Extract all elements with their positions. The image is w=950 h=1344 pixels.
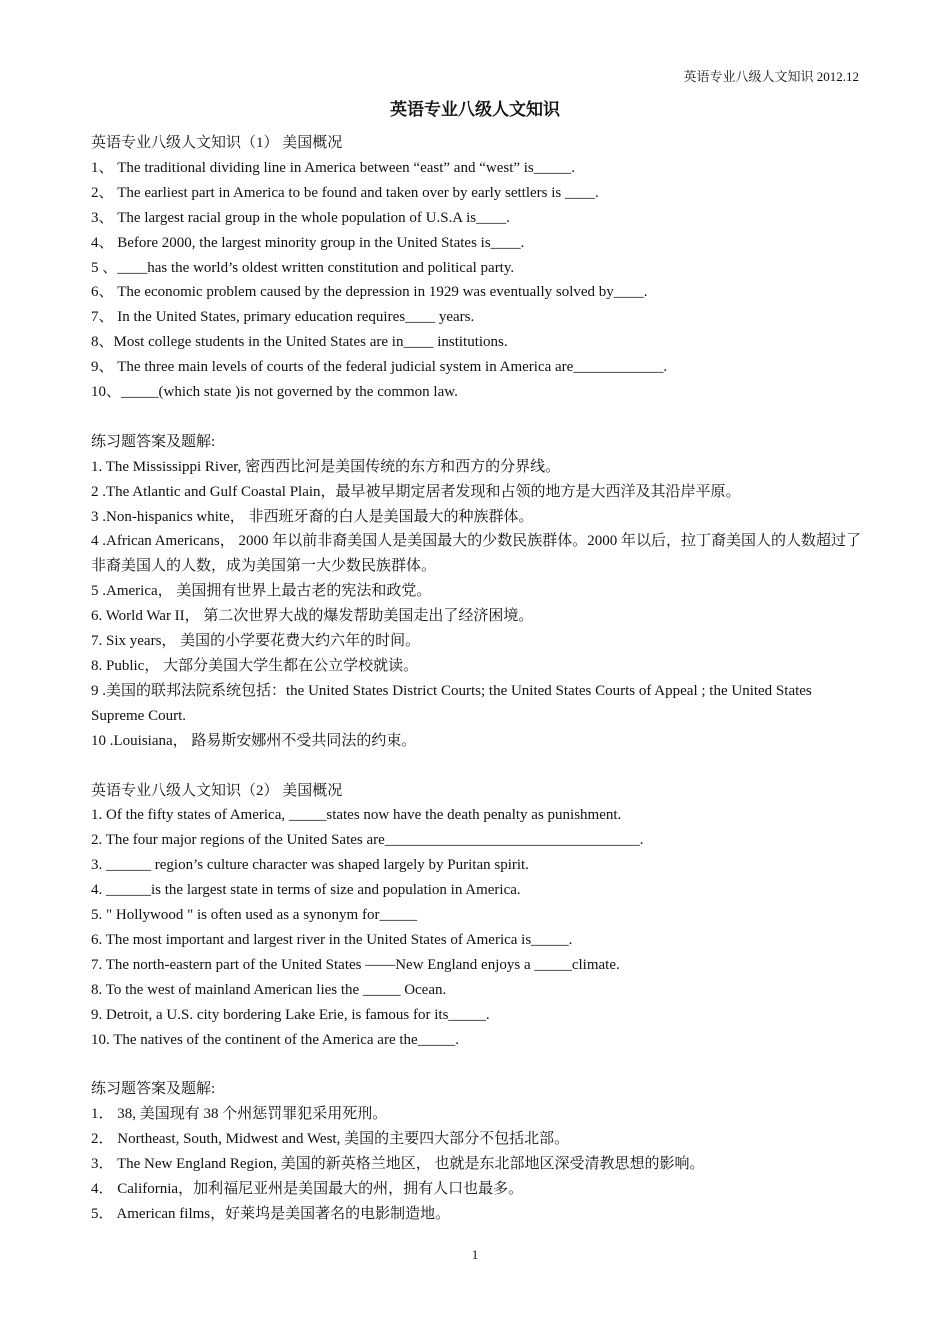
answer-item: 9 .美国的联邦法院系统包括：the United States District Courts; the United States Courts of Appeal ; the United States Supreme Court. (91, 682, 812, 724)
answer-item: 10 .Louisiana， 路易斯安娜州不受共同法的约束。 (91, 732, 417, 749)
answers-heading: 练习题答案及题解: (91, 1081, 216, 1098)
question-item: 3. ______ region’s culture character was shaped largely by Puritan spirit. (91, 857, 529, 874)
question-item: 10. The natives of the continent of the America are the_____. (91, 1031, 459, 1048)
spacer (91, 754, 863, 779)
question-item: 7、 In the United States, primary education requires____ years. (91, 309, 475, 326)
answer-item: 6. World War II， 第二次世界大战的爆发帮助美国走出了经济困境。 (91, 608, 534, 625)
answer-item: 8. Public， 大部分美国大学生都在公立学校就读。 (91, 658, 419, 675)
question-item: 2、 The earliest part in America to be found and taken over by early settlers is ____. (91, 184, 599, 201)
answer-item: 1. The Mississippi River, 密西西比河是美国传统的东方和西方的分界线。 (91, 458, 561, 475)
question-item: 8. To the west of mainland American lies the _____ Ocean. (91, 981, 447, 998)
question-item: 5 、____has the world’s oldest written constitution and political party. (91, 259, 515, 276)
question-item: 9. Detroit, a U.S. city bordering Lake Erie, is famous for its_____. (91, 1006, 490, 1023)
document-body (91, 131, 863, 1227)
answer-item: 1． 38, 美国现有 38 个州惩罚罪犯采用死刑。 (91, 1106, 388, 1123)
answer-item: 2 .The Atlantic and Gulf Coastal Plain，最早被早期定居者发现和占领的地方是大西洋及其沿岸平原。 (91, 483, 741, 500)
section-heading: 英语专业八级人文知识（1） 美国概况 (91, 135, 343, 151)
spacer (91, 1053, 863, 1078)
page-title: 英语专业八级人文知识 (390, 100, 560, 119)
question-item: 4、 Before 2000, the largest minority group in the United States is____. (91, 234, 525, 251)
running-header: 英语专业八级人文知识 2012.12 (683, 69, 859, 84)
question-item: 10、_____(which state )is not governed by the common law. (91, 384, 458, 401)
question-item: 9、 The three main levels of courts of the federal judicial system in America are____________. (91, 359, 668, 376)
answer-item: 7. Six years， 美国的小学要花费大约六年的时间。 (91, 633, 421, 650)
answer-item: 3 .Non-hispanics white， 非西班牙裔的白人是美国最大的种族群体。 (91, 508, 534, 525)
question-item: 4. ______is the largest state in terms of size and population in America. (91, 882, 521, 899)
question-item: 3、 The largest racial group in the whole population of U.S.A is____. (91, 209, 510, 226)
question-item: 8、Most college students in the United States are in____ institutions. (91, 334, 508, 351)
answer-item: 2． Northeast, South, Midwest and West, 美国的主要四大部分不包括北部。 (91, 1131, 570, 1148)
answer-item: 5 .America， 美国拥有世界上最古老的宪法和政党。 (91, 583, 432, 600)
spacer (91, 405, 863, 430)
question-item: 2. The four major regions of the United Sates are__________________________________. (91, 832, 644, 849)
question-item: 1、 The traditional dividing line in America between “east” and “west” is_____. (91, 159, 576, 176)
answer-item: 5． American films，好莱坞是美国著名的电影制造地。 (91, 1205, 451, 1222)
answer-item: 4． California，加利福尼亚州是美国最大的州，拥有人口也最多。 (91, 1181, 524, 1198)
question-item: 6. The most important and largest river in the United States of America is_____. (91, 931, 573, 948)
question-item: 7. The north-eastern part of the United States ——New England enjoys a _____climate. (91, 956, 620, 973)
answers-heading: 练习题答案及题解: (91, 433, 216, 450)
section-heading: 英语专业八级人文知识（2） 美国概况 (91, 782, 343, 799)
question-item: 1. Of the fifty states of America, _____states now have the death penalty as punishment. (91, 807, 622, 824)
answer-item: 3． The New England Region, 美国的新英格兰地区， 也就是东北部地区深受清教思想的影响。 (91, 1156, 705, 1173)
question-item: 5. " Hollywood " is often used as a synonym for_____ (91, 907, 417, 924)
page-number: 1 (471, 1247, 479, 1262)
question-item: 6、 The economic problem caused by the depression in 1929 was eventually solved by____. (91, 284, 648, 301)
answer-item: 4 .African Americans， 2000 年以前非裔美国人是美国最大的少数民族群体。2000 年以后，拉丁裔美国人的人数超过了非裔美国人的人数，成为美国第一大少数民族群体。 (91, 533, 861, 575)
